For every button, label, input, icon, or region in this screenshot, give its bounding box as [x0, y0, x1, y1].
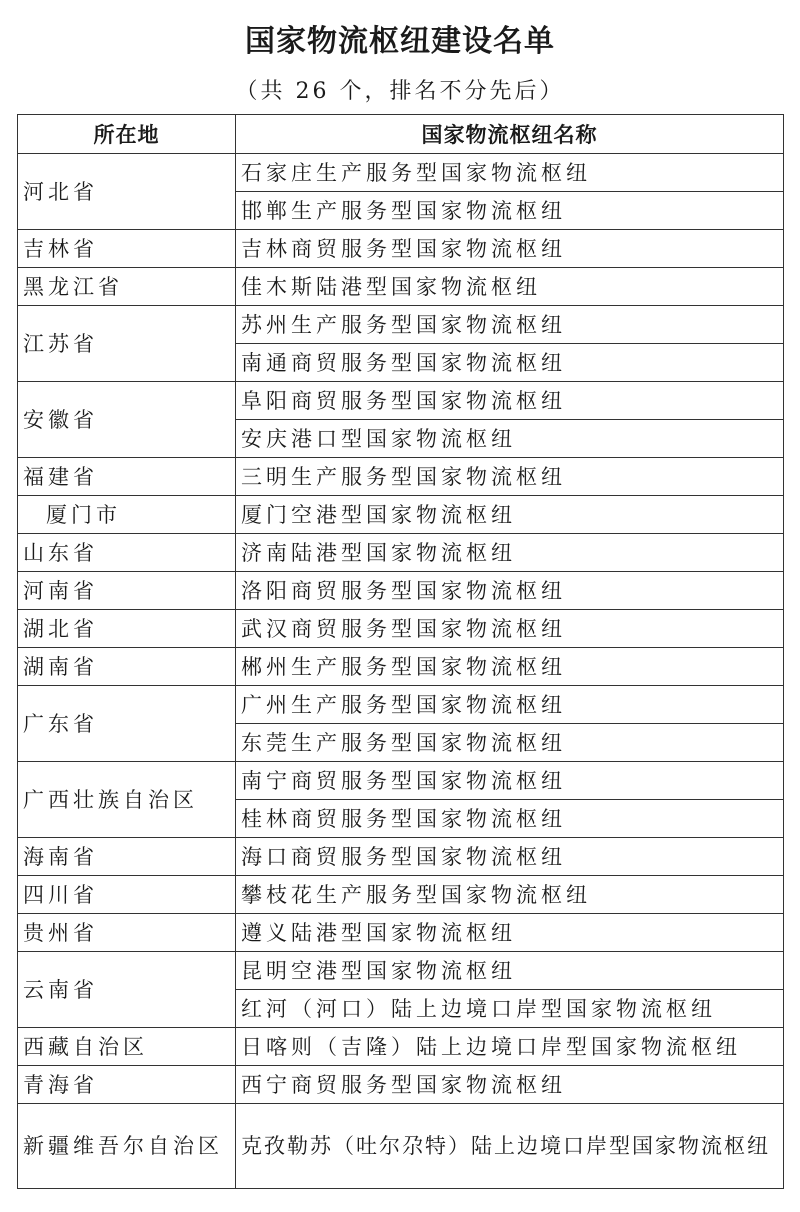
table-row [18, 1028, 784, 1066]
table-row [18, 838, 784, 876]
table-row [18, 762, 784, 800]
table-row [18, 268, 784, 306]
hub-name-cell: 苏州生产服务型国家物流枢纽 [236, 306, 784, 344]
header-hub-name: 国家物流枢纽名称 [236, 115, 784, 154]
location-cell: 福建省 [18, 458, 236, 496]
hub-name-cell: 遵义陆港型国家物流枢纽 [236, 914, 784, 952]
hub-name-cell: 攀枝花生产服务型国家物流枢纽 [236, 876, 784, 914]
document-title: 国家物流枢纽建设名单 [245, 24, 555, 59]
table-row [18, 230, 784, 268]
table-row [18, 382, 784, 420]
hub-name-cell: 广州生产服务型国家物流枢纽 [236, 686, 784, 724]
location-cell: 吉林省 [18, 230, 236, 268]
hub-name-cell: 武汉商贸服务型国家物流枢纽 [236, 610, 784, 648]
table-row [18, 154, 784, 192]
hub-name-cell: 昆明空港型国家物流枢纽 [236, 952, 784, 990]
header-location: 所在地 [18, 115, 236, 154]
location-cell: 新疆维吾尔自治区 [18, 1104, 236, 1189]
table-row [18, 572, 784, 610]
location-cell: 西藏自治区 [18, 1028, 236, 1066]
table-row [18, 496, 784, 534]
location-cell: 河北省 [18, 154, 236, 230]
hub-name-cell: 日喀则（吉隆）陆上边境口岸型国家物流枢纽 [236, 1028, 784, 1066]
table-header-row [18, 115, 784, 154]
table-row [18, 952, 784, 990]
hub-name-cell: 南通商贸服务型国家物流枢纽 [236, 344, 784, 382]
location-cell: 湖南省 [18, 648, 236, 686]
location-cell: 四川省 [18, 876, 236, 914]
hub-name-cell: 佳木斯陆港型国家物流枢纽 [236, 268, 784, 306]
table-row [18, 306, 784, 344]
hub-name-cell: 红河（河口）陆上边境口岸型国家物流枢纽 [236, 990, 784, 1028]
hub-name-cell: 三明生产服务型国家物流枢纽 [236, 458, 784, 496]
location-cell: 广西壮族自治区 [18, 762, 236, 838]
hub-name-cell: 吉林商贸服务型国家物流枢纽 [236, 230, 784, 268]
hub-name-cell: 济南陆港型国家物流枢纽 [236, 534, 784, 572]
hub-name-cell: 洛阳商贸服务型国家物流枢纽 [236, 572, 784, 610]
location-cell: 黑龙江省 [18, 268, 236, 306]
location-cell: 河南省 [18, 572, 236, 610]
hub-name-cell: 海口商贸服务型国家物流枢纽 [236, 838, 784, 876]
table-row [18, 648, 784, 686]
location-cell: 山东省 [18, 534, 236, 572]
table-row [18, 914, 784, 952]
hub-name-cell: 克孜勒苏（吐尔尕特）陆上边境口岸型国家物流枢纽 [236, 1104, 784, 1189]
hub-name-cell: 桂林商贸服务型国家物流枢纽 [236, 800, 784, 838]
location-cell: 贵州省 [18, 914, 236, 952]
location-cell: 湖北省 [18, 610, 236, 648]
hub-name-cell: 东莞生产服务型国家物流枢纽 [236, 724, 784, 762]
table-row [18, 1104, 784, 1189]
table-row [18, 610, 784, 648]
hub-name-cell: 郴州生产服务型国家物流枢纽 [236, 648, 784, 686]
document-subtitle: （共 26 个，排名不分先后） [235, 79, 565, 104]
table-row [18, 1066, 784, 1104]
location-cell: 海南省 [18, 838, 236, 876]
location-cell: 安徽省 [18, 382, 236, 458]
location-cell: 江苏省 [18, 306, 236, 382]
hub-name-cell: 安庆港口型国家物流枢纽 [236, 420, 784, 458]
location-cell: 厦门市 [18, 496, 236, 534]
hub-name-cell: 西宁商贸服务型国家物流枢纽 [236, 1066, 784, 1104]
hub-name-cell: 石家庄生产服务型国家物流枢纽 [236, 154, 784, 192]
hub-name-cell: 厦门空港型国家物流枢纽 [236, 496, 784, 534]
hub-list-table [17, 114, 784, 1189]
table-row [18, 534, 784, 572]
hub-name-cell: 阜阳商贸服务型国家物流枢纽 [236, 382, 784, 420]
table-row [18, 876, 784, 914]
hub-name-cell: 南宁商贸服务型国家物流枢纽 [236, 762, 784, 800]
table-row [18, 458, 784, 496]
location-cell: 广东省 [18, 686, 236, 762]
location-cell: 云南省 [18, 952, 236, 1028]
table-row [18, 686, 784, 724]
location-cell: 青海省 [18, 1066, 236, 1104]
hub-name-cell: 邯郸生产服务型国家物流枢纽 [236, 192, 784, 230]
